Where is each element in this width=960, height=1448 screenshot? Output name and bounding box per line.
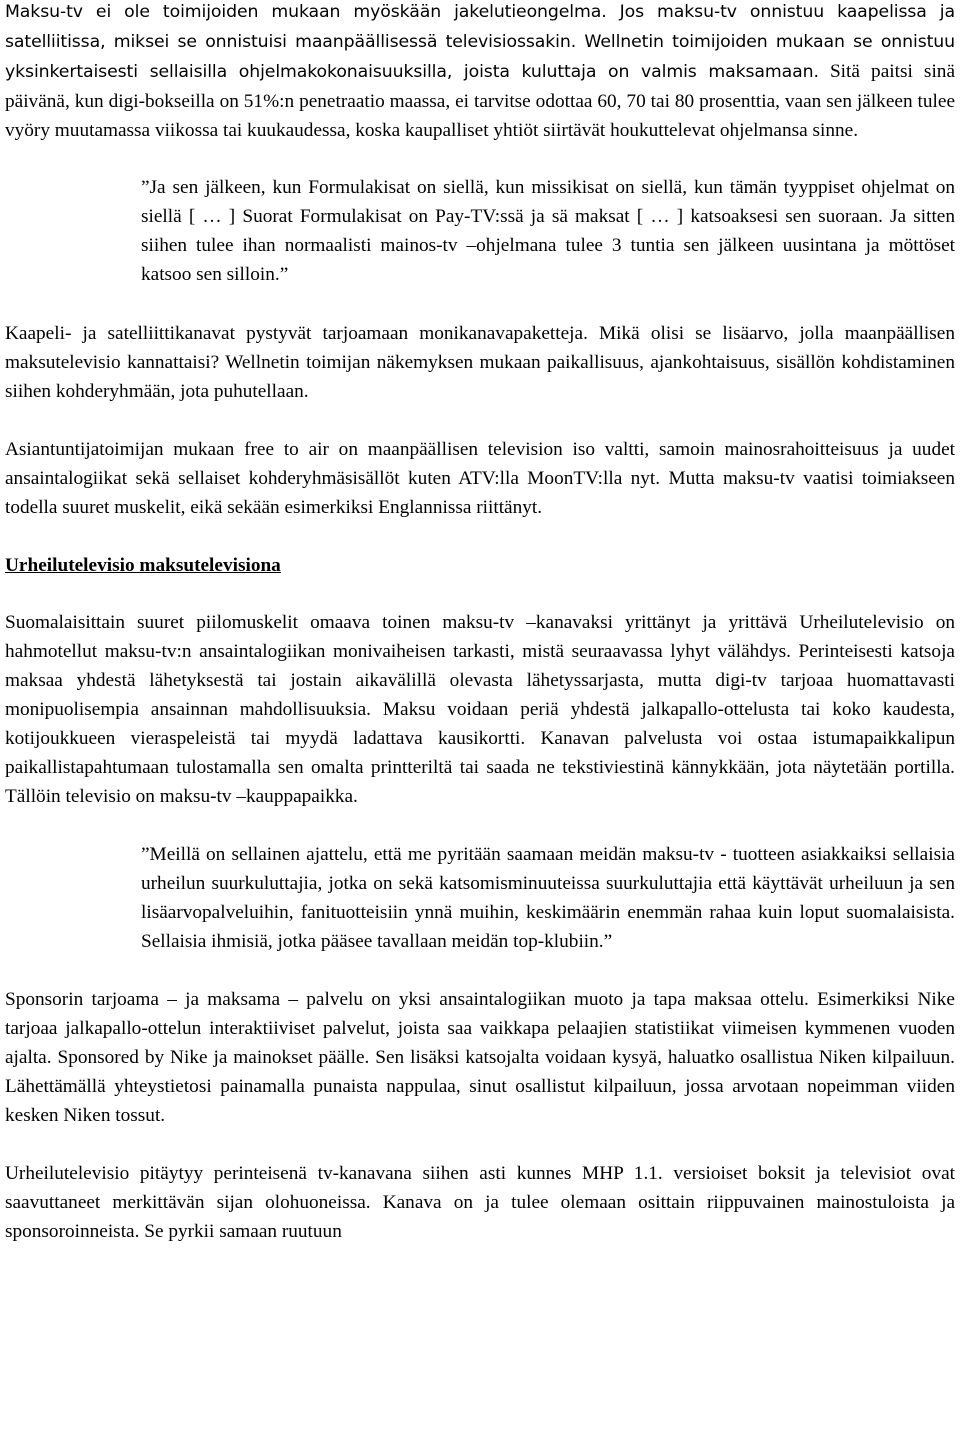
paragraph-multichannel-packages: Kaapeli- ja satelliittikanavat pystyvät tarjoamaan monikanavapaketteja. Mikä olisi se lisäarvo, jolla maanpäällisen maksutelevisio kannattaisi? Wellnetin toimijan näkemyksen mukaan paikallisuus, ajankohtaisuus, sisällön kohdistaminen siihen kohderyhmään, jota puhutellaan. (5, 323, 955, 402)
paragraph-free-to-air: Asiantuntijatoimijan mukaan free to air on maanpäällisen television iso valtti, samoin mainosrahoitteisuus ja uudet ansaintalogiikat sekä sellaiset kohderyhmäsisällöt kuten ATV:lla MoonTV:lla nyt. Mutta maksu-tv vaatisi toimiakseen todella suuret muskelit, eikä sekään esimerkiksi Englannissa riittänyt. (5, 439, 955, 518)
paragraph-urheilutelevisio: Suomalaisittain suuret piilomuskelit omaava toinen maksu-tv –kanavaksi yrittänyt ja yrittävä Urheilutelevisio on hahmotellut maksu-tv:n ansaintalogiikan monivaiheisen tarkasti, mistä seuraavassa lyhyt välähdys. Perinteisesti katsoja maksaa yhdestä lähetyksestä tai jostain aikavälillä olevasta lähetyssarjasta, mutta digi-tv tarjoaa huomattavasti monipuolisempia ansainnan mahdollisuuksia. Maksu voidaan periä yhdestä jalkapallo-ottelusta tai koko kaudesta, kotijoukkueen vieraspeleistä tai myydä ladattava kausikortti. Kanavan palvelusta voi ostaa istumapaikkalipun paikallistapahtumaan tulostamalla sen omalta printteriltä tai saada ne tekstiviestinä kännykkään, jota näytetään portilla. Tällöin televisio on maksu-tv –kauppapaikka. (5, 612, 955, 807)
paragraph-pay-tv-distribution (5, 0, 955, 145)
quote-top-club: ”Meillä on sellainen ajattelu, että me pyritään saamaan meidän maksu-tv - tuotteen asiakkaiksi sellaisia urheilun suurkuluttajia, jotka on sekä katsomisminuuteissa suurkuluttajia että käyttävät urheiluun ja sen lisäarvopalveluihin, fanituotteisiin ynnä muihin, keskimäärin enemmän rahaa kuin loput suomalaisista. Sellaisia ihmisiä, jotka pääsee tavallaan meidän top-klubiin.” (141, 844, 955, 952)
document-page (5, 0, 955, 1246)
paragraph-sans-run: Maksu-tv ei ole toimijoiden mukaan myöskään jakelutieongelma. Jos maksu-tv onnistuu kaapelissa ja satelliitissa, miksei se onnistuisi maanpäällisessä televisiossakin. Wellnetin toimijoiden mukaan se onnistuu yksinkertaisesti sellaisilla ohjelmakokonaisuuksilla, joista kuluttaja on valmis maksamaan. (5, 2, 955, 82)
paragraph-mhp: Urheilutelevisio pitäytyy perinteisenä tv-kanavana siihen asti kunnes MHP 1.1. versioiset boksit ja televisiot ovat saavuttaneet merkittävän sijan olohuoneissa. Kanava on ja tulee olemaan osittain riippuvainen mainostuloista ja sponsoroinneista. Se pyrkii samaan ruutuun (5, 1163, 955, 1242)
paragraph-serif-run: Sitä paitsi sinä päivänä, kun digi-bokseilla on 51%:n penetraatio maassa, ei tarvitse odottaa 60, 70 tai 80 prosenttia, vaan sen jälkeen tulee vyöry muutamassa viikossa tai kuukaudessa, koska kaupalliset yhtiöt siirtävät houkuttelevat ohjelmansa sinne. (5, 61, 955, 141)
quote-formula-races: ”Ja sen jälkeen, kun Formulakisat on siellä, kun missikisat on siellä, kun tämän tyyppiset ohjelmat on siellä [ … ] Suorat Formulakisat on Pay-TV:ssä ja sä maksat [ … ] katsoaksesi sen suoraan. Ja sitten siihen tulee ihan normaalisti mainos-tv –ohjelmana tulee 3 tuntia sen jälkeen uusintana ja möttöset katsoo sen silloin.” (141, 177, 955, 285)
section-heading: Urheilutelevisio maksutelevisiona (5, 555, 281, 576)
paragraph-sponsor: Sponsorin tarjoama – ja maksama – palvelu on yksi ansaintalogiikan muoto ja tapa maksaa ottelu. Esimerkiksi Nike tarjoaa jalkapallo-ottelun interaktiiviset palvelut, joista saa vaikkapa pelaajien statistiikat viimeisen kymmenen vuoden ajalta. Sponsored by Nike ja mainokset päälle. Sen lisäksi katsojalta voidaan kysyä, haluatko osallistua Niken kilpailuun. Lähettämällä yhteystietosi painamalla punaista nappulaa, sinut osallistut kilpailuun, jossa arvotaan nopeimman viiden kesken Niken tossut. (5, 989, 955, 1126)
